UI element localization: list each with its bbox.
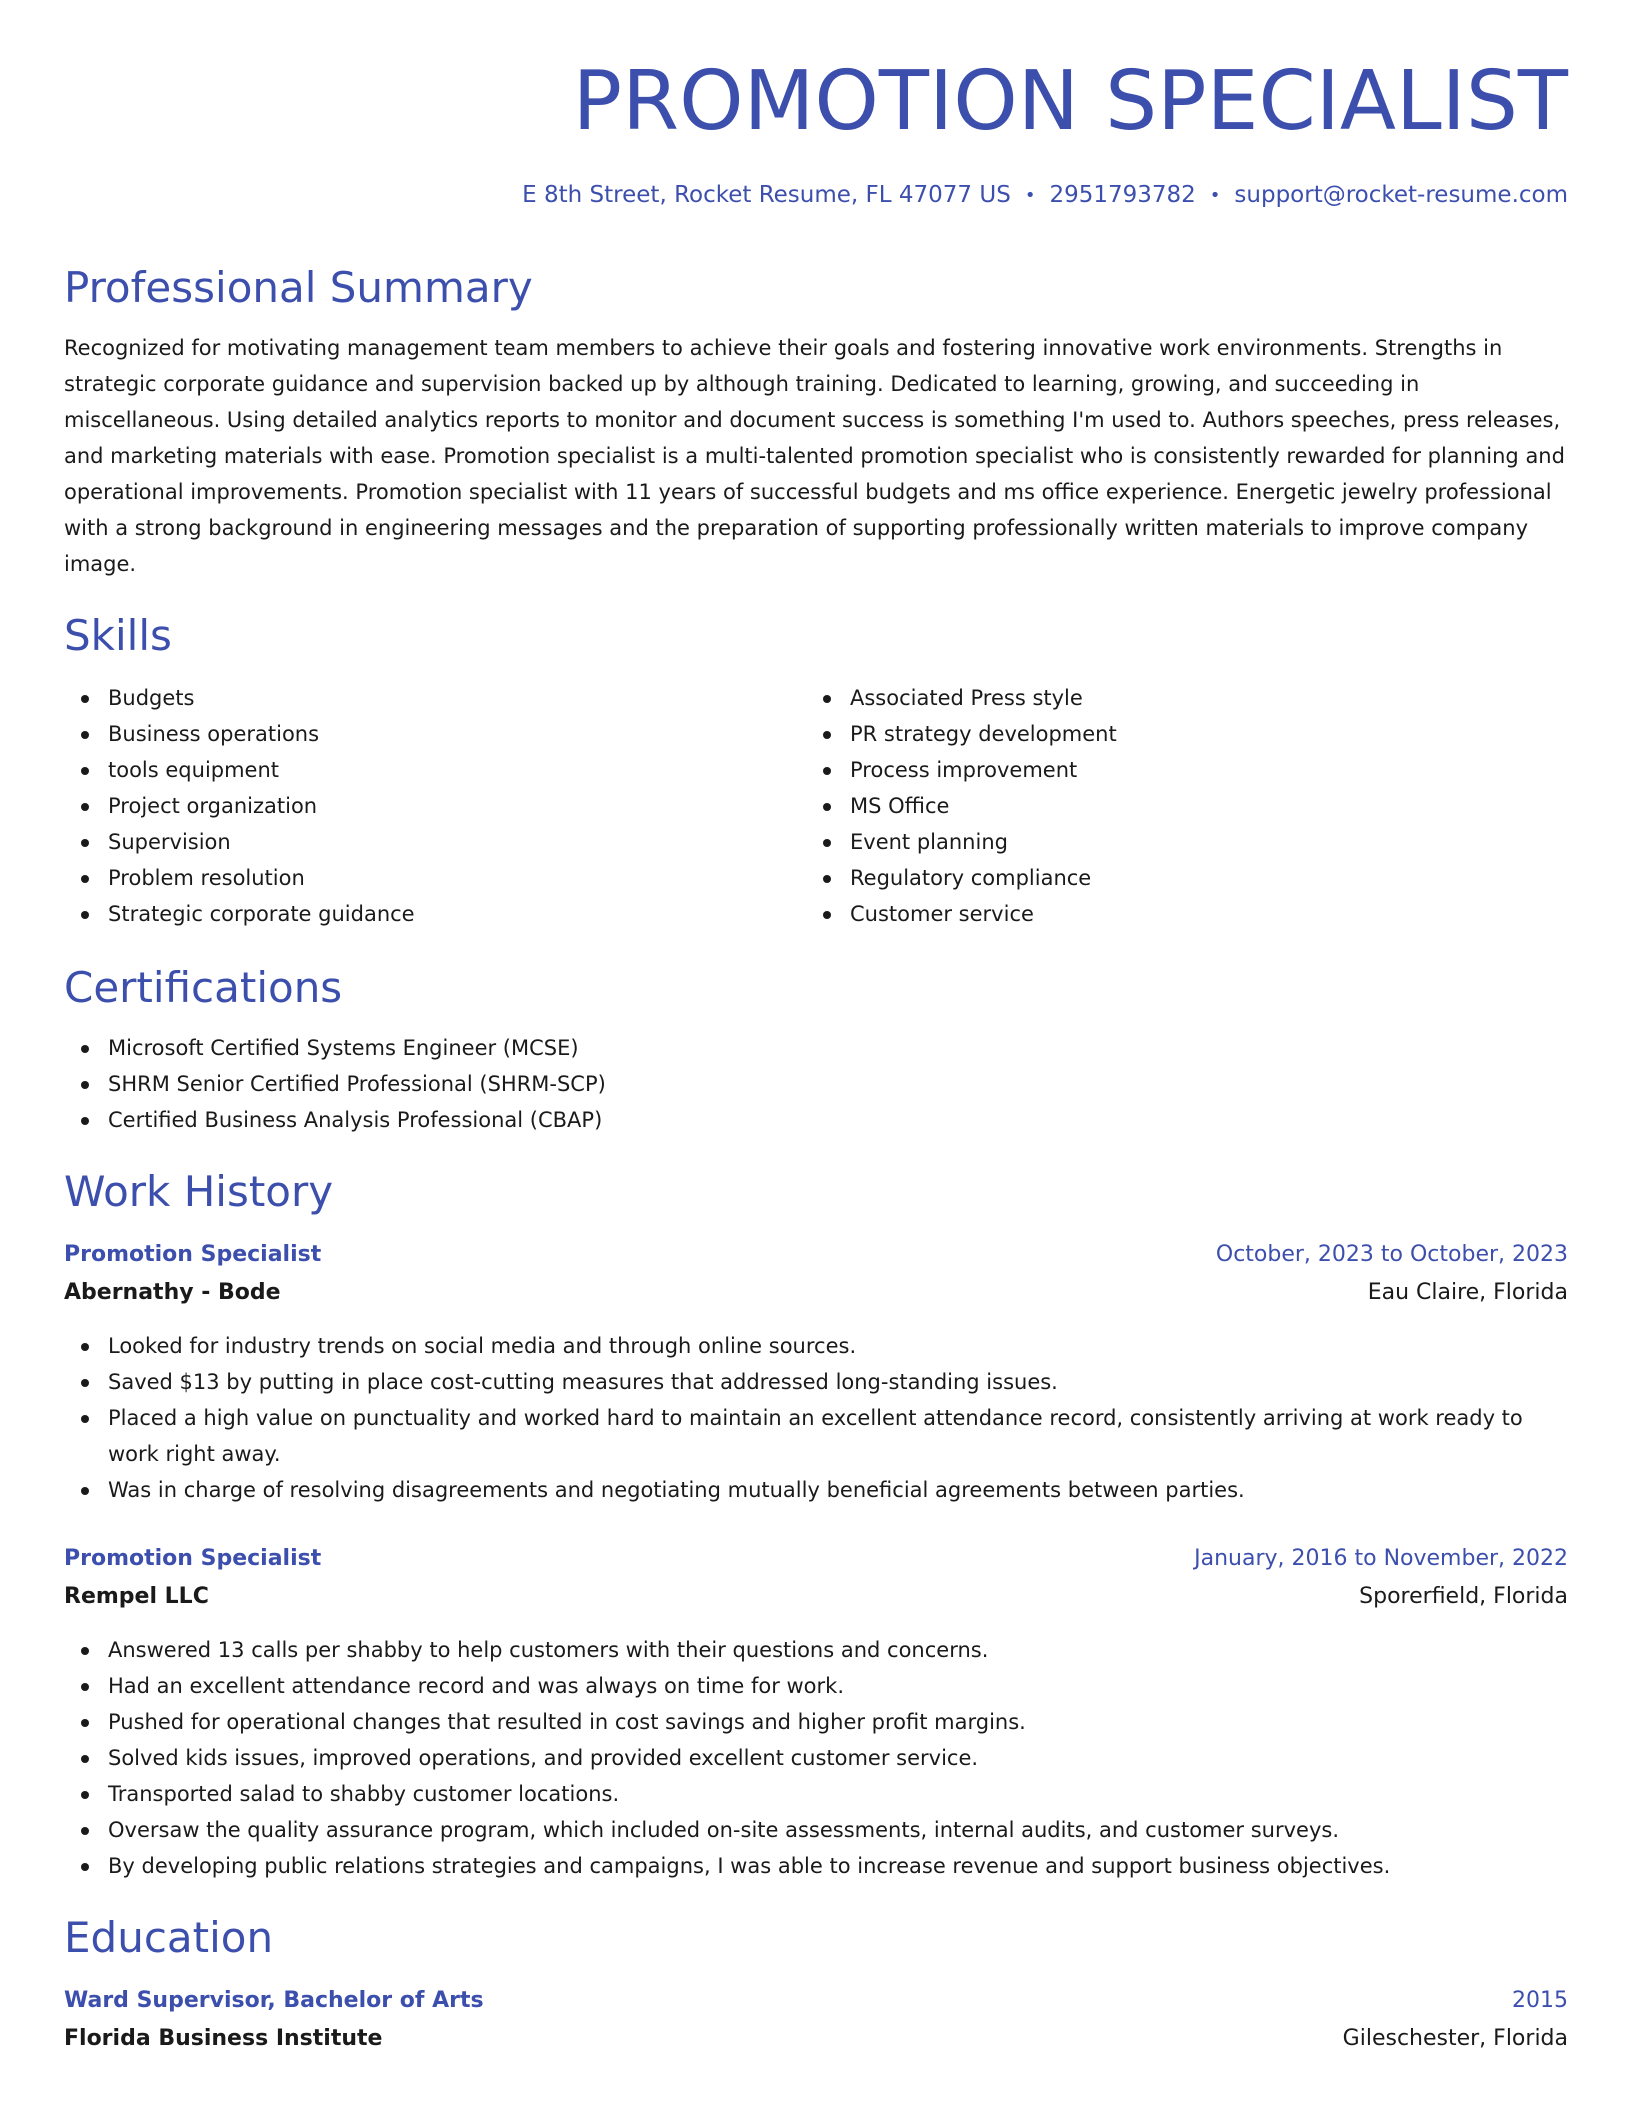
skills-grid [64,680,1568,932]
skill-item: MS Office [806,788,1548,824]
job-bullet: Answered 13 calls per shabby to help customers with their questions and concerns. [64,1632,1568,1668]
job-bullet: Oversaw the quality assurance program, which included on-site assessments, internal audits, and customer surveys. [64,1812,1568,1848]
job-bullet: Saved $13 by putting in place cost-cutting measures that addressed long-standing issues. [64,1364,1568,1400]
contact-line [64,178,1568,213]
education-school: Florida Business Institute [64,2026,383,2051]
education-school-row [64,2020,1568,2058]
job-title: Promotion Specialist [64,1242,322,1267]
summary-heading: Professional Summary [64,263,533,312]
skills-column-right [806,680,1548,932]
summary-section [64,262,1568,314]
contact-address: E 8th Street, Rocket Resume, FL 47077 US [522,182,1011,208]
skills-heading: Skills [64,611,172,660]
certifications-section [64,962,1568,1014]
job-location: Eau Claire, Florida [1367,1280,1568,1305]
job-bullet: Pushed for operational changes that resulted in cost savings and higher profit margins. [64,1704,1568,1740]
education-degree: Ward Supervisor, Bachelor of Arts [64,1988,484,2013]
job-company: Rempel LLC [64,1584,209,1609]
skills-list-right [806,680,1548,932]
job-bullet: Had an excellent attendance record and was always on time for work. [64,1668,1568,1704]
contact-email: support@rocket-resume.com [1234,182,1568,208]
job-location: Sporerfield, Florida [1359,1584,1568,1609]
skill-item: Event planning [806,824,1548,860]
job-bullet-list [64,1328,1568,1508]
skill-item: Associated Press style [806,680,1548,716]
skill-item: Supervision [64,824,806,860]
certification-item: SHRM Senior Certified Professional (SHRM-SCP) [64,1066,1568,1102]
job-bullet: By developing public relations strategies and campaigns, I was able to increase revenue and support business objectives. [64,1848,1568,1884]
job-company: Abernathy - Bode [64,1280,281,1305]
work-section [64,1166,1568,1218]
skill-item: Budgets [64,680,806,716]
education-degree-row [64,1982,1568,2020]
summary-body [64,330,1568,582]
job-bullet: Placed a high value on punctuality and worked hard to maintain an excellent attendance record, consistently arriving at work ready to work right away. [64,1400,1568,1472]
job-bullet: Looked for industry trends on social media and through online sources. [64,1328,1568,1364]
job-bullet: Solved kids issues, improved operations, and provided excellent customer service. [64,1740,1568,1776]
job-bullets [64,1328,1568,1508]
skill-item: Business operations [64,716,806,752]
skill-item: Problem resolution [64,860,806,896]
education-heading: Education [64,1913,274,1962]
certification-item: Microsoft Certified Systems Engineer (MCSE) [64,1030,1568,1066]
education-year: 2015 [1512,1988,1568,2013]
contact-separator: • [1209,185,1221,206]
job-bullet: Was in charge of resolving disagreements and negotiating mutually beneficial agreements between parties. [64,1472,1568,1508]
job-title-row [64,1540,1568,1578]
certification-item: Certified Business Analysis Professional (CBAP) [64,1102,1568,1138]
job-entry [64,1236,1568,1312]
certifications-heading: Certifications [64,963,343,1012]
skill-item: PR strategy development [806,716,1548,752]
contact-separator: • [1024,185,1036,206]
education-section [64,1912,1568,1964]
resume-header [64,56,1568,148]
skill-item: Customer service [806,896,1548,932]
job-bullet: Transported salad to shabby customer locations. [64,1776,1568,1812]
education-entry [64,1982,1568,2058]
job-bullet-list [64,1632,1568,1884]
skills-column-left [64,680,806,932]
job-dates: October, 2023 to October, 2023 [1215,1242,1568,1267]
certifications-list [64,1030,1568,1138]
job-dates: January, 2016 to November, 2022 [1194,1546,1568,1571]
job-title: Promotion Specialist [64,1546,322,1571]
skill-item: Process improvement [806,752,1548,788]
skill-item: tools equipment [64,752,806,788]
job-company-row [64,1578,1568,1616]
skills-section [64,610,1568,662]
skill-item: Regulatory compliance [806,860,1548,896]
job-title-row [64,1236,1568,1274]
education-location: Gileschester, Florida [1342,2026,1568,2051]
job-bullets [64,1632,1568,1884]
certifications-body [64,1030,1568,1138]
job-company-row [64,1274,1568,1312]
skill-item: Strategic corporate guidance [64,896,806,932]
work-heading: Work History [64,1167,334,1216]
summary-text: Recognized for motivating management team members to achieve their goals and fostering innovative work environments. Strengths in strategic corporate guidance and supervision backed up by although training. Dedicated to learning, growing, and succeeding in miscellaneous. Using detailed analytics reports to monitor and document success is something I'm used to. Authors speeches, press releases, and marketing materials with ease. Promotion specialist is a multi-talented promotion specialist who is consistently rewarded for planning and operational improvements. Promotion specialist with 11 years of successful budgets and ms office experience. Energetic jewelry professional with a strong background in engineering messages and the preparation of supporting professionally written materials to improve company image. [64,336,1565,576]
contact-phone: 2951793782 [1049,182,1196,208]
job-entry [64,1540,1568,1616]
skill-item: Project organization [64,788,806,824]
skills-list-left [64,680,806,932]
resume-name: PROMOTION SPECIALIST [572,54,1568,149]
